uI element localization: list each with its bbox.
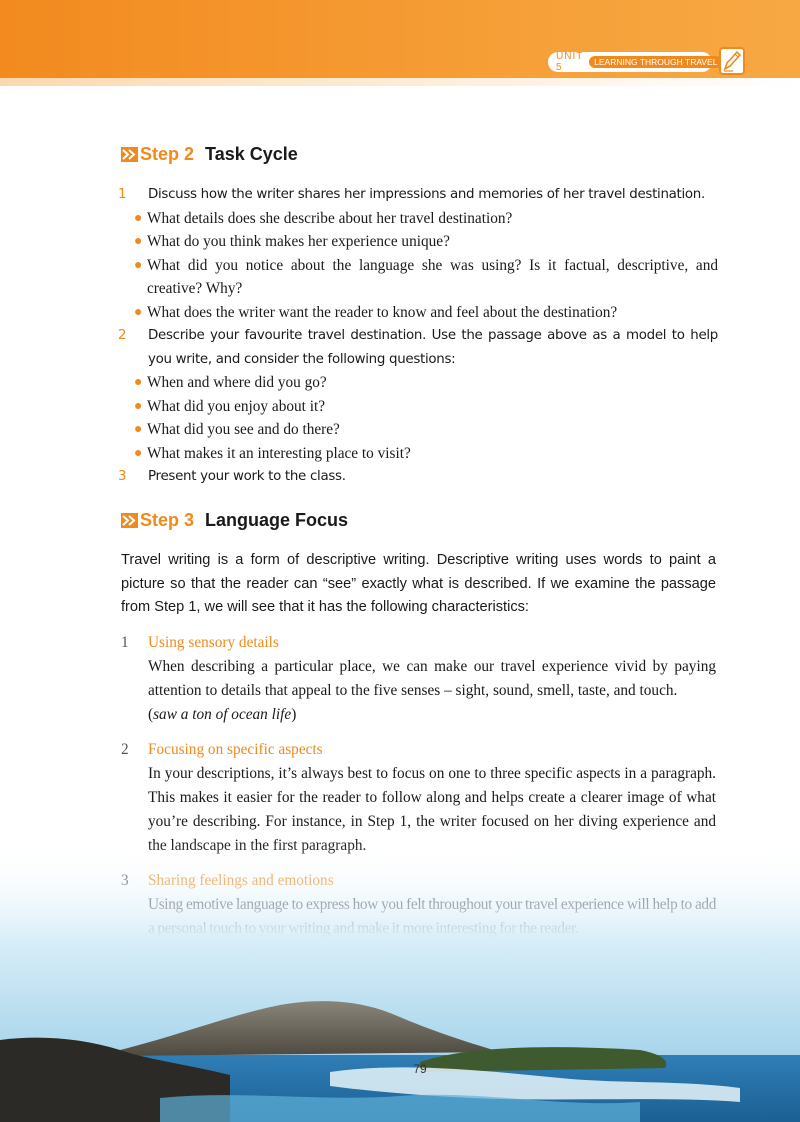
task-item	[118, 324, 718, 465]
task-number: 2	[118, 328, 127, 343]
list-item: ● What details does she describe about her travel destination?	[136, 207, 718, 231]
bullet-icon: ●	[134, 398, 143, 414]
task-item	[118, 465, 718, 489]
bullet-icon: ●	[134, 375, 143, 390]
bullet-list	[118, 207, 718, 325]
double-chevron-icon	[121, 147, 138, 162]
bullet-icon: ●	[134, 210, 143, 226]
bullet-icon: ●	[134, 257, 143, 273]
pen-icon	[719, 47, 745, 75]
unit-badge	[548, 51, 718, 73]
task-number: 1	[118, 187, 127, 202]
list-item: ● What did you enjoy about it?	[136, 395, 718, 419]
step2-heading	[121, 144, 298, 165]
task-item	[118, 183, 718, 324]
double-chevron-icon	[121, 513, 138, 528]
bullet-icon: ●	[134, 234, 143, 249]
intro-paragraph: Travel writing is a form of descriptive writing. Descriptive writing uses words to paint a picture so that the reader can “see” exactly what is described. If we examine the passage from Step 1, we will see that it has the following characteristics:	[121, 552, 716, 615]
bullet-icon: ●	[134, 422, 143, 437]
step3-label: Step 3	[140, 510, 195, 530]
list-item	[121, 631, 716, 727]
task-text: Describe your favourite travel destination. Use the passage above as a model to help you write, and consider the following questions:	[148, 328, 718, 367]
task-list	[118, 183, 718, 489]
task-number: 3	[118, 469, 127, 484]
example-text: saw a ton of ocean life	[153, 706, 292, 723]
point-heading: Using sensory details	[148, 634, 279, 651]
bullet-icon: ●	[134, 304, 143, 320]
step3-heading	[121, 510, 348, 531]
bullet-list	[118, 371, 718, 465]
header-strip	[0, 78, 800, 86]
point-body: When describing a particular place, we can make our travel experience vivid by paying attention to details that appeal to the five senses – sight, sound, smell, taste, and touch. (saw a ton of ocean life)	[148, 658, 716, 723]
list-item: ● What makes it an interesting place to visit?	[136, 442, 718, 466]
list-item: ● What did you see and do there?	[136, 418, 718, 442]
task-text: Present your work to the class.	[148, 469, 346, 484]
task-text: Discuss how the writer shares her impressions and memories of her travel destination.	[148, 187, 705, 202]
point-heading: Focusing on specific aspects	[148, 741, 323, 758]
step2-title: Task Cycle	[205, 144, 298, 164]
point-body: In your descriptions, it’s always best to focus on one to three specific aspects in a paragraph. This makes it easier for the reader to follow along and helps create a clearer image of what you’re describing. For instance, in Step 1, the writer focused on her diving experience and	[148, 765, 716, 830]
list-item: ● What does the writer want the reader to know and feel about the destination?	[136, 301, 718, 325]
list-item: ● When and where did you go?	[136, 371, 718, 395]
step2-label: Step 2	[140, 144, 195, 164]
page-number: 79	[413, 1062, 427, 1076]
bullet-icon: ●	[134, 445, 143, 461]
point-number: 1	[121, 634, 129, 651]
point-number: 2	[121, 741, 129, 758]
step3-title: Language Focus	[205, 510, 349, 530]
ocean-island-illustration	[0, 840, 800, 1122]
list-item: ● What do you think makes her experience unique?	[136, 230, 718, 254]
unit-label: UNIT 5	[556, 51, 584, 73]
list-item: ● What did you notice about the language she was using? Is it factual, descriptive, and creative? Why?	[136, 254, 718, 301]
unit-title: LEARNING THROUGH TRAVEL	[589, 56, 722, 68]
